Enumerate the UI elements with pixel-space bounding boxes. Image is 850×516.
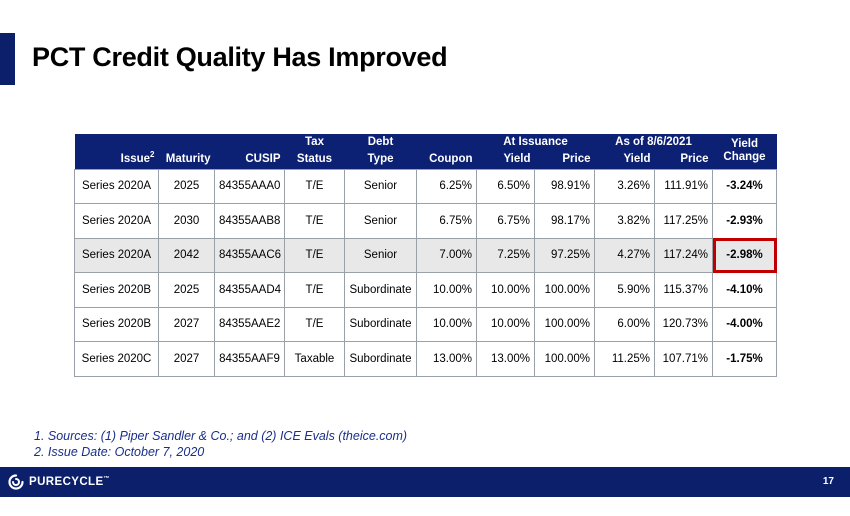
cell-maturity: 2025: [159, 273, 215, 308]
cell-tax-status: T/E: [285, 307, 345, 342]
logo-trademark: ™: [103, 476, 110, 483]
header-maturity: Maturity: [159, 151, 215, 169]
cell-debt-type: Senior: [345, 204, 417, 239]
cell-issuance-yield: 10.00%: [477, 273, 535, 308]
cell-issuance-price: 100.00%: [535, 307, 595, 342]
cell-issue: Series 2020B: [75, 273, 159, 308]
cell-debt-type: Subordinate: [345, 307, 417, 342]
cell-issuance-price: 100.00%: [535, 273, 595, 308]
header-coupon: Coupon: [417, 151, 477, 169]
cell-current-price: 115.37%: [655, 273, 713, 308]
cell-current-price: 120.73%: [655, 307, 713, 342]
header-issue-label: Issue: [120, 153, 151, 166]
cell-debt-type: Subordinate: [345, 342, 417, 377]
header-at-issuance: At Issuance: [477, 134, 595, 151]
header-blank: [417, 134, 477, 151]
header-status: Status: [285, 151, 345, 169]
header-current-yield: Yield: [595, 151, 655, 169]
cell-coupon: 10.00%: [417, 273, 477, 308]
header-blank: [215, 134, 285, 151]
purecycle-logo: [8, 474, 110, 490]
cell-maturity: 2025: [159, 169, 215, 204]
cell-coupon: 10.00%: [417, 307, 477, 342]
table-row: [75, 273, 777, 308]
cell-current-price: 107.71%: [655, 342, 713, 377]
table-row: [75, 204, 777, 239]
cell-cusip: 84355AAA0: [215, 169, 285, 204]
cell-cusip: 84355AAE2: [215, 307, 285, 342]
cell-current-yield: 11.25%: [595, 342, 655, 377]
header-issuance-price: Price: [535, 151, 595, 169]
table-row: [75, 342, 777, 377]
cell-maturity: 2027: [159, 307, 215, 342]
cell-cusip: 84355AAC6: [215, 238, 285, 273]
cell-issue: Series 2020A: [75, 169, 159, 204]
cell-current-yield: 6.00%: [595, 307, 655, 342]
table-row: [75, 169, 777, 204]
header-type: Type: [345, 151, 417, 169]
header-issue: [75, 151, 159, 169]
logo-text-cycle: CYCLE: [62, 476, 104, 488]
cell-issuance-price: 100.00%: [535, 342, 595, 377]
slide-title: PCT Credit Quality Has Improved: [32, 42, 448, 72]
cell-cusip: 84355AAD4: [215, 273, 285, 308]
logo-text-pure: PURE: [29, 476, 63, 488]
cell-cusip: 84355AAF9: [215, 342, 285, 377]
header-blank: [75, 134, 159, 151]
table-row: [75, 307, 777, 342]
cell-coupon: 7.00%: [417, 238, 477, 273]
cell-yield-change: -1.75%: [713, 342, 777, 377]
footer-bar: [0, 467, 850, 497]
cell-debt-type: Senior: [345, 169, 417, 204]
header-issue-footnote: 2: [150, 150, 155, 160]
cell-issue: Series 2020A: [75, 204, 159, 239]
cell-tax-status: T/E: [285, 238, 345, 273]
cell-issue: Series 2020C: [75, 342, 159, 377]
footnote-sources: 1. Sources: (1) Piper Sandler & Co.; and (2) ICE Evals (theice.com): [34, 429, 408, 443]
cell-issuance-yield: 10.00%: [477, 307, 535, 342]
purecycle-logo-text: [29, 476, 110, 488]
cell-issue: Series 2020A: [75, 238, 159, 273]
footnotes: [34, 428, 407, 460]
header-cusip: CUSIP: [215, 151, 285, 169]
bond-yield-table: [74, 134, 777, 377]
header-blank: [159, 134, 215, 151]
cell-issuance-yield: 13.00%: [477, 342, 535, 377]
cell-tax-status: Taxable: [285, 342, 345, 377]
cell-tax-status: T/E: [285, 273, 345, 308]
cell-issuance-yield: 6.50%: [477, 169, 535, 204]
cell-issuance-price: 97.25%: [535, 238, 595, 273]
cell-cusip: 84355AAB8: [215, 204, 285, 239]
cell-yield-change: -4.10%: [713, 273, 777, 308]
cell-current-yield: 4.27%: [595, 238, 655, 273]
purecycle-logo-icon: [8, 474, 24, 490]
cell-current-price: 111.91%: [655, 169, 713, 204]
cell-yield-change: -3.24%: [713, 169, 777, 204]
cell-issuance-yield: 7.25%: [477, 238, 535, 273]
header-yield-change-line2: Change: [723, 151, 766, 164]
header-debt: Debt: [345, 134, 417, 151]
cell-tax-status: T/E: [285, 169, 345, 204]
cell-coupon: 13.00%: [417, 342, 477, 377]
cell-yield-change: -2.93%: [713, 204, 777, 239]
header-tax: Tax: [285, 134, 345, 151]
header-yield-change-line1: Yield: [730, 138, 759, 151]
title-accent-bar: [0, 33, 15, 85]
cell-current-yield: 3.26%: [595, 169, 655, 204]
cell-issuance-price: 98.17%: [535, 204, 595, 239]
cell-maturity: 2027: [159, 342, 215, 377]
cell-yield-change-highlighted: -2.98%: [713, 238, 777, 273]
cell-issuance-price: 98.91%: [535, 169, 595, 204]
cell-yield-change: -4.00%: [713, 307, 777, 342]
cell-maturity: 2030: [159, 204, 215, 239]
cell-current-price: 117.24%: [655, 238, 713, 273]
cell-tax-status: T/E: [285, 204, 345, 239]
cell-coupon: 6.25%: [417, 169, 477, 204]
cell-current-yield: 5.90%: [595, 273, 655, 308]
table-row-highlighted: [75, 238, 777, 273]
cell-issuance-yield: 6.75%: [477, 204, 535, 239]
footnote-issue-date: 2. Issue Date: October 7, 2020: [34, 445, 205, 459]
cell-issue: Series 2020B: [75, 307, 159, 342]
header-as-of-date: As of 8/6/2021: [595, 134, 713, 151]
cell-current-yield: 3.82%: [595, 204, 655, 239]
cell-debt-type: Senior: [345, 238, 417, 273]
cell-debt-type: Subordinate: [345, 273, 417, 308]
header-issuance-yield: Yield: [477, 151, 535, 169]
page-number: 17: [822, 476, 834, 487]
cell-coupon: 6.75%: [417, 204, 477, 239]
header-current-price: Price: [655, 151, 713, 169]
header-yield-change: [713, 134, 777, 169]
cell-current-price: 117.25%: [655, 204, 713, 239]
cell-maturity: 2042: [159, 238, 215, 273]
